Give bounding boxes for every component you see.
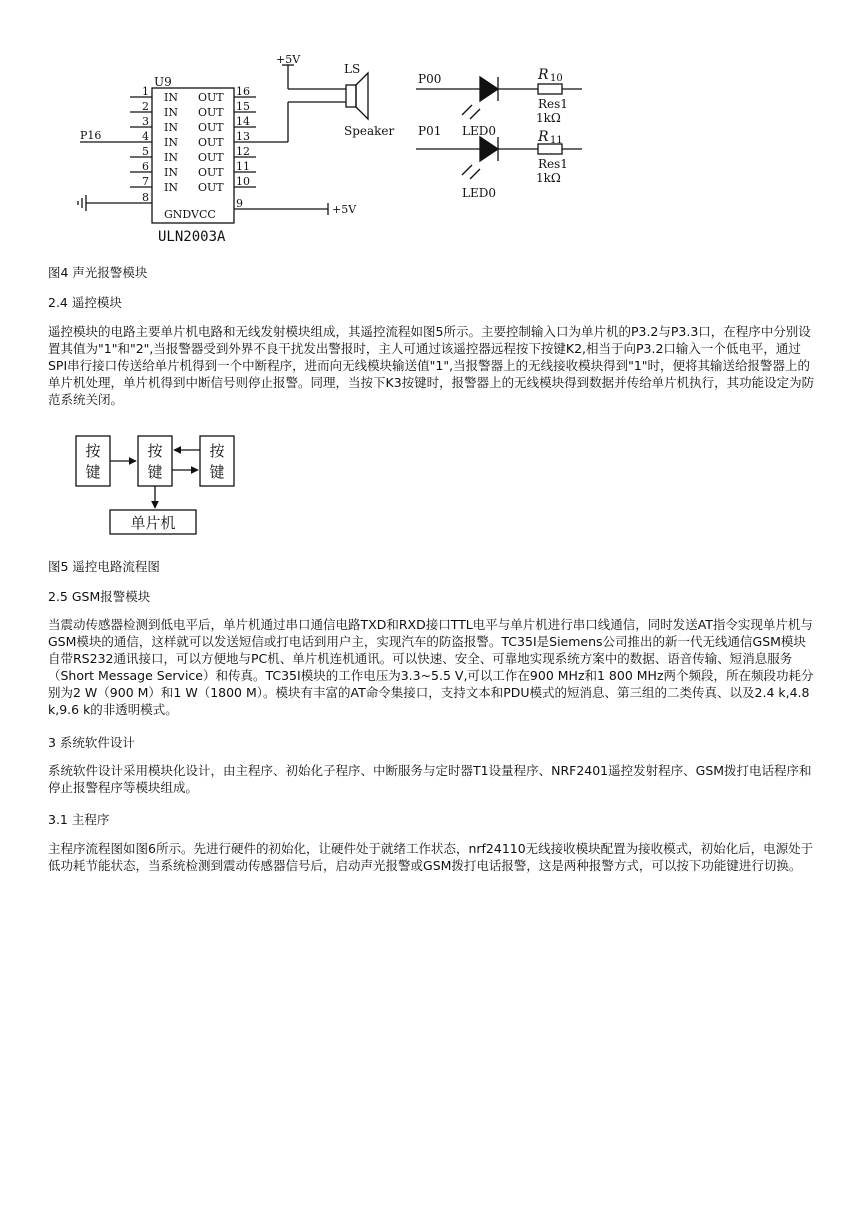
chip-name: ULN2003A — [158, 229, 226, 245]
pin-4: 4 — [142, 130, 149, 143]
key-box-1-line2: 键 — [85, 463, 101, 481]
led-label-1: LED0 — [462, 124, 496, 138]
out-4: OUT — [198, 136, 224, 149]
pin-14: 14 — [236, 115, 250, 128]
sec31-paragraph: 主程序流程图如图6所示。先进行硬件的初始化，让硬件处于就绪工作状态，nrf24110无线接收模块配置为接收模式，初始化后，电源处于低功耗节能状态，当系统检测到震动传感器信号后，启动声光报警或GSM拨打电话报警，这是两种报警方式，可以按下功能键进行切换。 — [48, 841, 814, 873]
pin-3: 3 — [142, 115, 149, 128]
in-3: IN — [164, 121, 178, 134]
key-box-3-line2: 键 — [209, 463, 225, 481]
sec24-heading: 2.4 遥控模块 — [48, 295, 122, 310]
pin-12: 12 — [236, 145, 250, 158]
out-6: OUT — [198, 166, 224, 179]
pin-2: 2 — [142, 100, 149, 113]
fig5-diagram — [70, 430, 250, 540]
chip-ref: U9 — [154, 75, 172, 89]
in-7: IN — [164, 181, 178, 194]
fig4-schematic — [70, 55, 600, 250]
mcu-box-label: 单片机 — [130, 514, 176, 532]
r11-sub: 11 — [550, 135, 563, 146]
r10-sub: 10 — [550, 73, 563, 84]
key-box-2-line2: 键 — [147, 463, 163, 481]
sec3-paragraph: 系统软件设计采用模块化设计，由主程序、初始化子程序、中断服务与定时器T1设量程序、NRF2401遥控发射程序、GSM拨打电话程序和停止报警程序等模块组成。 — [48, 763, 812, 795]
out-5: OUT — [198, 151, 224, 164]
p00-label: P00 — [418, 72, 442, 86]
in-5: IN — [164, 151, 178, 164]
pin-7: 7 — [142, 175, 149, 188]
ls-label: LS — [344, 62, 361, 76]
in-2: IN — [164, 106, 178, 119]
ohm-label-2: 1kΩ — [536, 171, 561, 185]
key-box-2-line1: 按 — [147, 442, 163, 460]
pin-16: 16 — [236, 85, 250, 98]
p16-label: P16 — [80, 129, 102, 142]
pin-13: 13 — [236, 130, 250, 143]
pin-6: 6 — [142, 160, 149, 173]
res1-label-2: Res1 — [538, 157, 568, 171]
r11-label: R — [538, 129, 549, 145]
speaker-label: Speaker — [344, 124, 395, 138]
sec25-heading: 2.5 GSM报警模块 — [48, 589, 151, 604]
in-4: IN — [164, 136, 178, 149]
in-1: IN — [164, 91, 178, 104]
p01-label: P01 — [418, 124, 442, 138]
ohm-label-1: 1kΩ — [536, 111, 561, 125]
out-2: OUT — [198, 106, 224, 119]
out-7: OUT — [198, 181, 224, 194]
key-box-1-line1: 按 — [85, 442, 101, 460]
out-3: OUT — [198, 121, 224, 134]
out-1: OUT — [198, 91, 224, 104]
pin-9: 9 — [236, 197, 243, 210]
key-box-3-line1: 按 — [209, 442, 225, 460]
vcc-right: +5V — [332, 203, 357, 216]
fig4-caption: 图4 声光报警模块 — [48, 265, 148, 280]
res1-label-1: Res1 — [538, 97, 568, 111]
pin-15: 15 — [236, 100, 250, 113]
sec25-paragraph: 当震动传感器检测到低电平后，单片机通过串口通信电路TXD和RXD接口TTL电平与单片机进行串口线通信，同时发送AT指令实现单片机与GSM模块的通信，这样就可以发送短信或打电话到用户主，实现汽车的防盗报警。TC35I是Siemens公司推出的新一代无线通信GSM模块自带RS232通讯接口，可以方便地与PC机、单片机连机通讯。可以快速、安全、可靠地实现系统方案中的数据、语音传输、短消息服务（Short Message Service）和传真。TC35I模块的工作电压为3.3~5.5 V,可以工作在900 MHz和1 800 MHz两个频段，所在频段功耗分别为2 W（900 M）和1 W（1800 M）。模块有丰富的AT命令集接口，支持文本和PDU模式的短消息、第三组的二类传真、以及2.4 k,4.8 k,9.6 k的非透明模式。 — [48, 617, 814, 717]
pin-1: 1 — [142, 85, 149, 98]
pin-5: 5 — [142, 145, 149, 158]
sec31-heading: 3.1 主程序 — [48, 812, 110, 827]
pin-11: 11 — [236, 160, 250, 173]
vcc-top: +5V — [276, 55, 301, 66]
r10-label: R — [538, 67, 549, 83]
led-label-2: LED0 — [462, 186, 496, 200]
sec3-heading: 3 系统软件设计 — [48, 735, 135, 750]
pin-8: 8 — [142, 191, 149, 204]
in-6: IN — [164, 166, 178, 179]
fig5-caption: 图5 遥控电路流程图 — [48, 559, 160, 574]
gnd-vcc-label: GNDVCC — [164, 208, 216, 221]
pin-10: 10 — [236, 175, 250, 188]
sec24-paragraph: 遥控模块的电路主要单片机电路和无线发射模块组成，其遥控流程如图5所示。主要控制输入口为单片机的P3.2与P3.3口，在程序中分别设置其值为"1"和"2",当报警器受到外界不良干扰发出警报时，主人可通过该遥控器远程按下按键K2,相当于向P3.2口输入一个低电平，通过SPI串行接口传送给单片机得到一个中断程序，进而向无线模块输送值"1",当报警器上的无线接收模块得到"1"时，便将其输送给报警器上的单片机处理，单片机得到中断信号则停止报警。同理，当按下K3按键时，报警器上的无线模块得到数据并传给单片机执行，其功能设定为防范系统关闭。 — [48, 324, 815, 407]
